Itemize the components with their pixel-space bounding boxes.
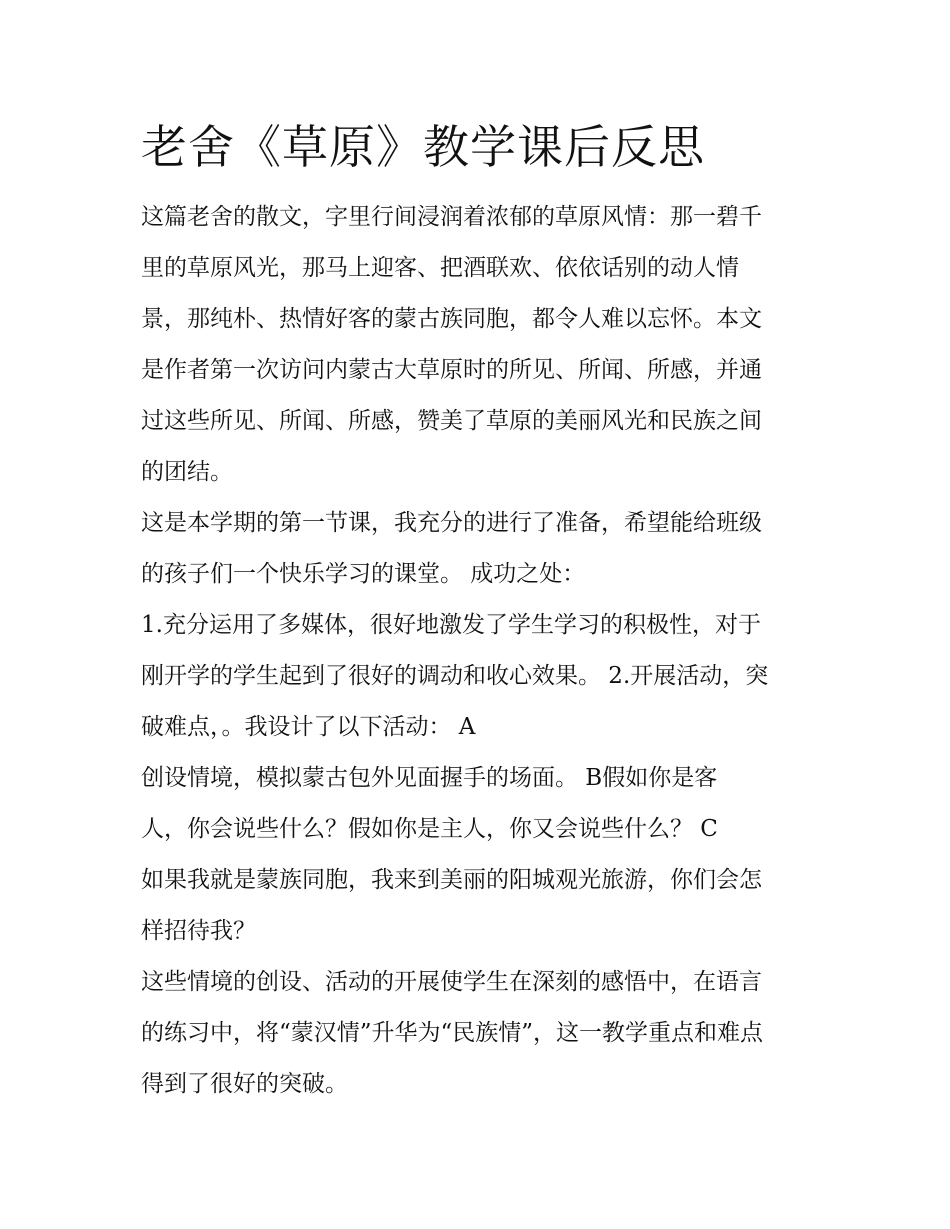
text-line: 这些情境的创设、活动的开展使学生在深刻的感悟中，在语言 — [141, 969, 762, 995]
text-line: 的练习中，将“蒙汉情”升华为“民族情”，这一教学重点和难点 — [141, 1020, 764, 1046]
text-line: 过这些所见、所闻、所感，赞美了草原的美丽风光和民族之间 — [141, 408, 762, 434]
text-line: 的团结。 — [141, 459, 233, 485]
text-line: 里的草原风光，那马上迎客、把酒联欢、依依话别的动人情 — [141, 255, 739, 281]
document-title: 老舍《草原》教学课后反思 — [141, 120, 705, 174]
document-body — [141, 192, 813, 1110]
text-line: 是作者第一次访问内蒙古大草原时的所见、所闻、所感，并通 — [141, 357, 762, 383]
text-line: 的孩子们一个快乐学习的课堂。 成功之处： — [141, 561, 586, 587]
text-line: 这篇老舍的散文，字里行间浸润着浓郁的草原风情：那一碧千 — [141, 204, 762, 230]
text-line: 景，那纯朴、热情好客的蒙古族同胞，都令人难以忘怀。本文 — [141, 306, 762, 332]
text-line: 样招待我？ — [141, 918, 256, 944]
text-line: 得到了很好的突破。 — [141, 1071, 348, 1097]
text-line: 创设情境，模拟蒙古包外见面握手的场面。 B假如你是客 — [141, 765, 718, 791]
text-line: 这是本学期的第一节课，我充分的进行了准备，希望能给班级 — [141, 510, 762, 536]
text-line: 1.充分运用了多媒体，很好地激发了学生学习的积极性，对于 — [141, 612, 761, 638]
text-line: 破难点，。我设计了以下活动： A — [141, 714, 476, 740]
text-line: 如果我就是蒙族同胞，我来到美丽的阳城观光旅游，你们会怎 — [141, 867, 762, 893]
text-line: 人，你会说些什么？假如你是主人，你又会说些什么？ C — [141, 816, 718, 842]
text-line: 刚开学的学生起到了很好的调动和收心效果。 2.开展活动，突 — [141, 663, 769, 689]
document-page — [141, 116, 813, 1110]
